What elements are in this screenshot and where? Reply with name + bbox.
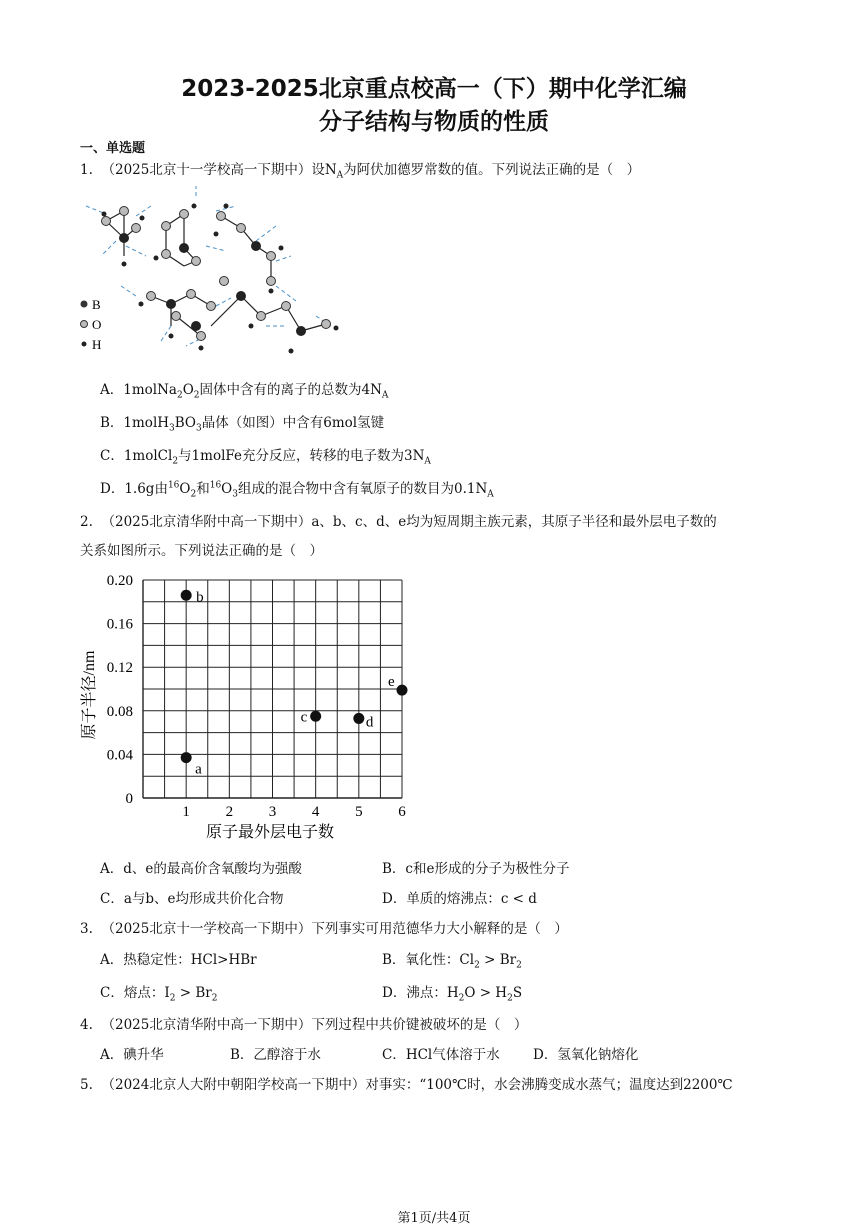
y-tick-label: 0 — [125, 791, 133, 807]
document-title: 2023-2025北京重点校高一（下）期中化学汇编 — [181, 76, 687, 102]
q1-option-c[interactable]: C．1molCl$_2$与1molFe充分反应，转移的电子数为$3N_A$ — [100, 448, 431, 467]
x-axis-label: 原子最外层电子数 — [205, 824, 335, 841]
svg-text:O: O — [92, 317, 102, 332]
question-2-stem-line2: 关系如图所示。下列说法正确的是（ ） — [80, 543, 323, 559]
q3-option-c[interactable]: C．熔点：$I_2 > Br_2$ — [100, 985, 218, 1004]
y-axis-label: 原子半径/nm — [81, 650, 98, 740]
svg-text:H: H — [92, 337, 102, 352]
section-heading: 一、单选题 — [80, 141, 146, 156]
x-tick-label: 3 — [268, 804, 277, 820]
question-2-stem-line1: 2. （2025北京清华附中高一下期中）a、b、c、d、e均为短周期主族元素，其原子半径和最外层电子数的 — [80, 514, 717, 530]
y-tick-label: 0.08 — [106, 703, 133, 720]
y-tick-label: 0.12 — [106, 660, 133, 677]
data-label-b: b — [196, 589, 204, 606]
q3-option-d[interactable]: D．沸点：$H_2O > H_2S$ — [382, 985, 523, 1004]
q1-option-d[interactable]: D．1.6g由$^{16}O_2$和$^{16}O_3$组成的混合物中含有氧原子的数目为$0.1N_A$ — [100, 480, 494, 500]
data-label-a: a — [195, 761, 202, 778]
data-point-b — [181, 590, 192, 601]
q4-option-b[interactable]: B．乙醇溶于水 — [230, 1047, 321, 1063]
q4-option-c[interactable]: C．HCl气体溶于水 — [382, 1047, 500, 1063]
data-point-a — [181, 752, 192, 763]
y-tick-label: 0.20 — [106, 573, 133, 589]
q2-option-a[interactable]: A．d、e的最高价含氧酸均为强酸 — [100, 861, 302, 877]
q2-option-d[interactable]: D．单质的熔沸点：c < d — [382, 891, 537, 907]
x-tick-label: 5 — [355, 804, 363, 820]
data-point-e — [397, 685, 408, 696]
page-footer: 第1页/共4页 — [397, 1211, 471, 1226]
x-tick-labels — [182, 804, 406, 820]
data-label-e: e — [388, 674, 395, 691]
q1-option-b[interactable]: B．$1molH_3BO_3$晶体（如图）中含有6mol氢键 — [100, 415, 385, 434]
q4-option-d[interactable]: D．氢氧化钠熔化 — [533, 1047, 639, 1063]
data-label-c: c — [300, 709, 308, 726]
q2-option-c[interactable]: C．a与b、e均形成共价化合物 — [100, 891, 284, 907]
data-point-c — [310, 711, 321, 722]
chart-grid — [143, 580, 402, 798]
q1-option-a[interactable]: A．$1molNa_2O_2$固体中含有的离子的总数为$4N_A$ — [100, 382, 389, 401]
q3-option-a[interactable]: A．热稳定性：HCl>HBr — [100, 952, 257, 968]
radius-vs-electrons-chart — [70, 570, 430, 845]
x-tick-label: 4 — [311, 804, 320, 820]
x-tick-label: 2 — [225, 804, 234, 820]
y-tick-label: 0.16 — [106, 616, 133, 633]
question-1-stem: 1. （2025北京十一学校高一下期中）设$N_A$为阿伏加德罗常数的值。下列说法正确的是（ ） — [80, 162, 641, 181]
q3-option-b[interactable]: B．氧化性：$Cl_2 > Br_2$ — [382, 952, 522, 971]
q2-option-b[interactable]: B．c和e形成的分子为极性分子 — [382, 861, 570, 877]
data-point-d — [353, 713, 364, 724]
data-label-d: d — [365, 714, 374, 731]
q4-option-a[interactable]: A．碘升华 — [100, 1047, 164, 1063]
question-4-stem: 4. （2025北京清华附中高一下期中）下列过程中共价键被破坏的是（ ） — [80, 1017, 528, 1033]
boric-acid-crystal-figure — [76, 186, 346, 366]
document-subtitle: 分子结构与物质的性质 — [319, 109, 549, 135]
x-tick-label: 6 — [398, 804, 406, 820]
question-5-stem: 5. （2024北京人大附中朝阳学校高一下期中）对事实：“100℃时，水会沸腾变成水蒸气；温度达到2200℃ — [80, 1077, 733, 1093]
y-tick-labels — [107, 573, 134, 807]
svg-text:B: B — [92, 297, 101, 312]
question-3-stem: 3. （2025北京十一学校高一下期中）下列事实可用范德华力大小解释的是（ ） — [80, 921, 568, 937]
y-tick-label: 0.04 — [106, 747, 133, 764]
crystal-legend — [81, 297, 102, 352]
x-tick-label: 1 — [182, 804, 190, 820]
